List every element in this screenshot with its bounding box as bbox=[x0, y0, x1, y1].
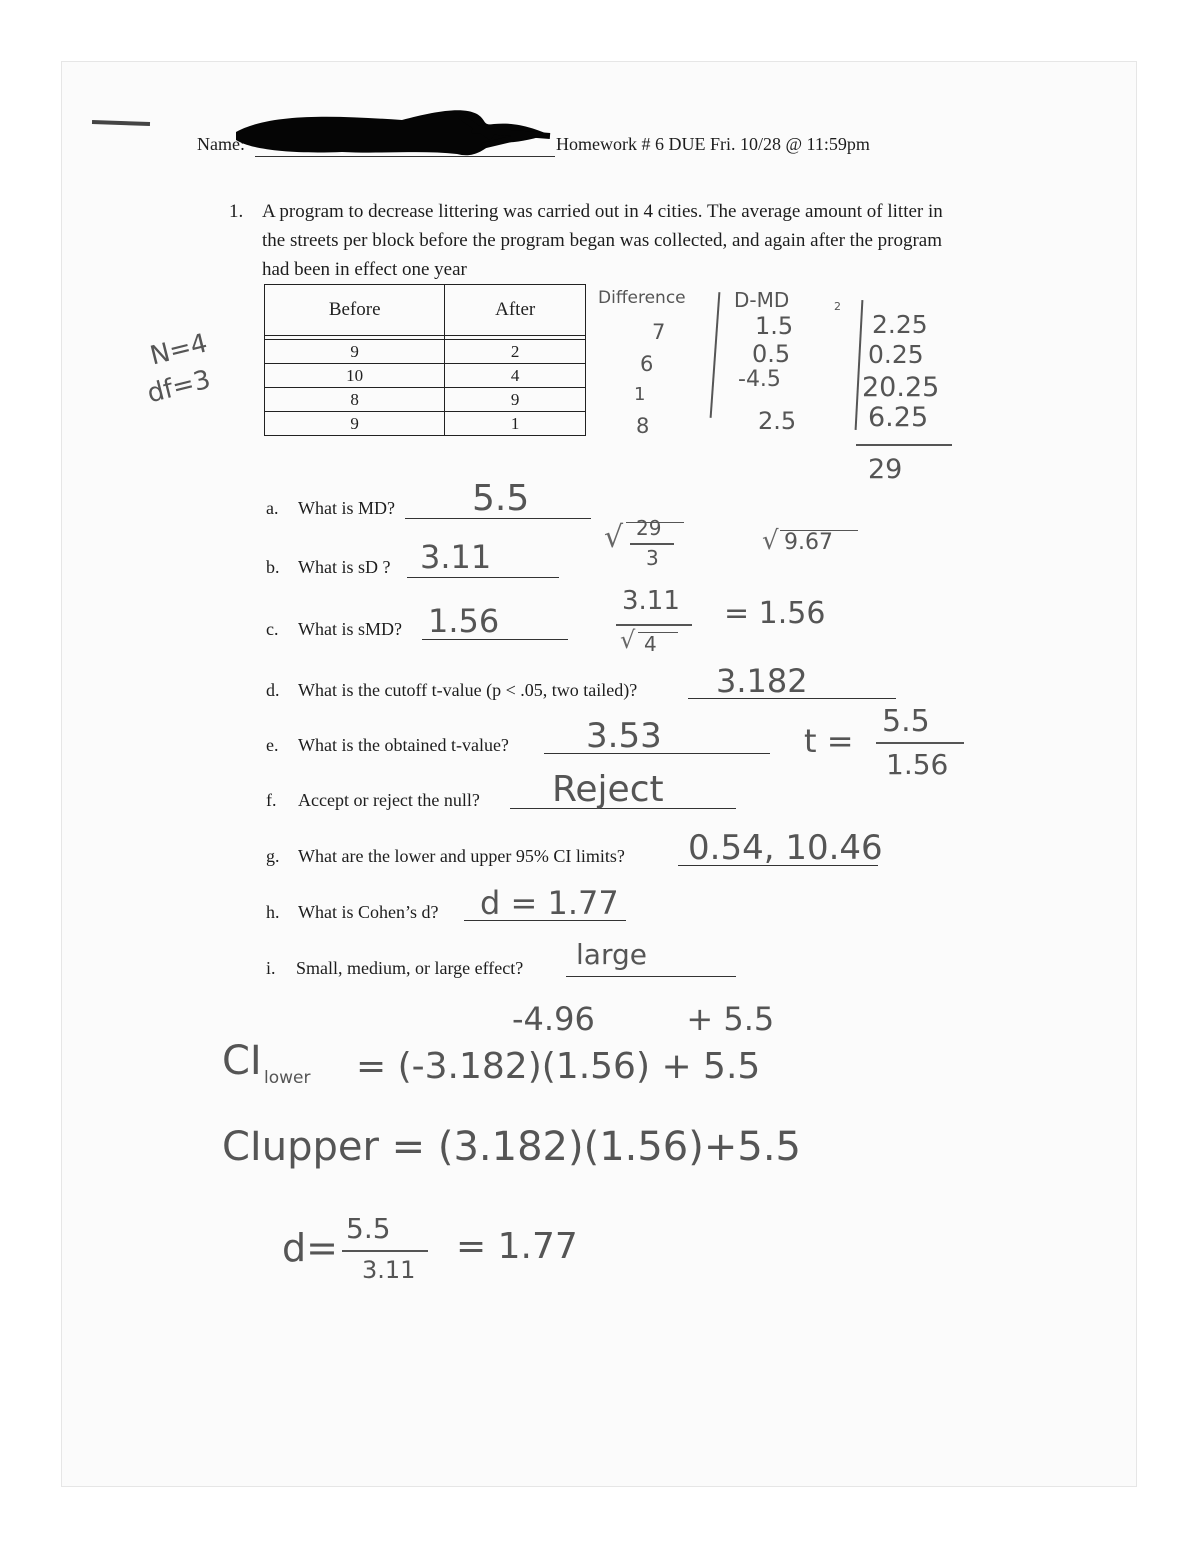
squared-mark: 2 bbox=[834, 300, 841, 313]
table-cell: 1 bbox=[445, 412, 586, 436]
square-value: 2.25 bbox=[872, 310, 928, 339]
question-letter: i. bbox=[266, 958, 276, 978]
sqrt-sign-icon: √ bbox=[604, 520, 624, 555]
homework-title: Homework # 6 DUE Fri. 10/28 @ 11:59pm bbox=[556, 134, 870, 154]
question-text: What is MD? bbox=[298, 498, 395, 518]
table-cell: 2 bbox=[445, 340, 586, 364]
question-text: What is sD ? bbox=[298, 557, 391, 577]
deviation-value: 0.5 bbox=[752, 340, 791, 368]
table-cell: 4 bbox=[445, 364, 586, 388]
sum-line bbox=[856, 444, 952, 446]
answer-h: d = 1.77 bbox=[480, 884, 619, 922]
table-row bbox=[265, 388, 586, 412]
cohens-d-numerator: 5.5 bbox=[346, 1212, 391, 1245]
problem-text-line-1: A program to decrease littering was carried out in 4 cities. The average amount of litter in bbox=[262, 201, 943, 222]
difference-value: 8 bbox=[636, 414, 650, 438]
table-cell: 9 bbox=[265, 340, 445, 364]
sqrt-sign-icon: √ bbox=[762, 526, 779, 556]
table-header-after: After bbox=[445, 285, 586, 336]
question-letter: g. bbox=[266, 846, 280, 866]
question-text: What is the obtained t-value? bbox=[298, 735, 509, 755]
question-letter: h. bbox=[266, 902, 280, 922]
handwritten-n: N=4 bbox=[147, 328, 211, 372]
question-text: Small, medium, or large effect? bbox=[296, 958, 524, 978]
question-letter: e. bbox=[266, 735, 279, 755]
ci-upper-expression: CIupper = (3.182)(1.56)+5.5 bbox=[222, 1124, 801, 1170]
sd-calc-denominator: 3 bbox=[646, 546, 659, 570]
table-row bbox=[265, 364, 586, 388]
ci-lower-expression: = (-3.182)(1.56) + 5.5 bbox=[356, 1046, 761, 1087]
square-value: 6.25 bbox=[868, 402, 929, 433]
cohens-d-lhs: d= bbox=[282, 1226, 338, 1270]
sd-calc-alt: 9.67 bbox=[784, 530, 833, 555]
question-letter: c. bbox=[266, 619, 279, 639]
ci-lower-subscript: lower bbox=[264, 1068, 311, 1088]
problem-text-line-3: had been in effect one year bbox=[262, 259, 467, 280]
answer-e: 3.53 bbox=[586, 716, 662, 756]
difference-value: 6 bbox=[640, 352, 654, 376]
problem-text-line-2: the streets per block before the program began was collected, and again after the program bbox=[262, 230, 943, 251]
table-header-before: Before bbox=[265, 285, 445, 336]
question-text: What are the lower and upper 95% CI limits? bbox=[298, 846, 625, 866]
ci-sub-line: -4.96 + 5.5 bbox=[512, 1000, 775, 1038]
answer-g: 0.54, 10.46 bbox=[688, 828, 883, 868]
deviation-value: 2.5 bbox=[758, 407, 797, 435]
answer-i: large bbox=[576, 938, 647, 971]
difference-value: 1 bbox=[634, 384, 646, 405]
t-calc-denominator: 1.56 bbox=[886, 748, 949, 781]
sd-calc-fraction-bar bbox=[630, 543, 674, 545]
question-letter: b. bbox=[266, 557, 280, 577]
table-cell: 9 bbox=[265, 412, 445, 436]
cohens-d-result: = 1.77 bbox=[456, 1226, 578, 1267]
table-header-row bbox=[265, 285, 586, 336]
question-text: What is sMD? bbox=[298, 619, 402, 639]
handwritten-df: df=3 bbox=[144, 364, 214, 410]
sd-calc-numerator: 29 bbox=[636, 516, 662, 540]
t-calc-fraction-bar bbox=[876, 742, 964, 744]
cohens-d-denominator: 3.11 bbox=[362, 1256, 416, 1284]
answer-line bbox=[566, 976, 736, 977]
square-value: 20.25 bbox=[862, 372, 940, 403]
answer-b: 3.11 bbox=[420, 538, 492, 576]
table-row bbox=[265, 412, 586, 436]
smd-calc-result: = 1.56 bbox=[724, 596, 826, 631]
table-cell: 10 bbox=[265, 364, 445, 388]
dmd-header: D-MD bbox=[734, 288, 790, 312]
name-label: Name: bbox=[197, 134, 245, 154]
table-cell: 9 bbox=[445, 388, 586, 412]
question-letter: f. bbox=[266, 790, 277, 810]
problem-number: 1. bbox=[229, 201, 244, 222]
square-value: 0.25 bbox=[868, 340, 924, 369]
answer-line bbox=[407, 577, 559, 578]
before-after-table bbox=[264, 284, 586, 436]
answer-f: Reject bbox=[552, 769, 664, 810]
difference-header: Difference bbox=[598, 288, 686, 308]
t-calc-lhs: t = bbox=[804, 722, 854, 760]
smd-calc-denominator: 4 bbox=[644, 632, 657, 656]
difference-value: 7 bbox=[652, 320, 666, 344]
cohens-d-fraction-bar bbox=[342, 1250, 428, 1252]
answer-d: 3.182 bbox=[716, 662, 808, 700]
t-calc-numerator: 5.5 bbox=[882, 704, 930, 739]
smd-calc-numerator: 3.11 bbox=[622, 586, 680, 616]
ci-lower-label: CI bbox=[222, 1038, 262, 1084]
redaction-scribble bbox=[232, 110, 552, 158]
question-text: Accept or reject the null? bbox=[298, 790, 480, 810]
question-text: What is Cohen’s d? bbox=[298, 902, 439, 922]
table-cell: 8 bbox=[265, 388, 445, 412]
question-text: What is the cutoff t-value (p < .05, two tailed)? bbox=[298, 680, 638, 700]
answer-c: 1.56 bbox=[428, 602, 500, 640]
sqrt-sign-icon: √ bbox=[620, 626, 636, 654]
question-letter: d. bbox=[266, 680, 280, 700]
sum-of-squares: 29 bbox=[868, 454, 903, 485]
deviation-value: -4.5 bbox=[738, 367, 781, 392]
answer-a: 5.5 bbox=[472, 478, 530, 519]
question-letter: a. bbox=[266, 498, 279, 518]
table-row bbox=[265, 340, 586, 364]
deviation-value: 1.5 bbox=[755, 312, 794, 340]
